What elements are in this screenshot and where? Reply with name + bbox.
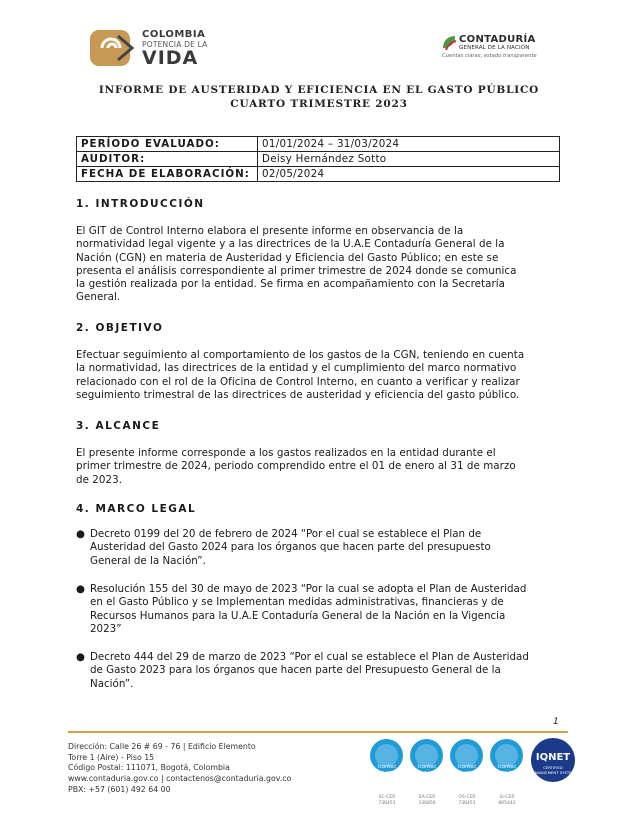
footer-divider [68, 731, 568, 733]
table-value: Deisy Hernández Sotto [258, 152, 560, 167]
list-line: Nación”. [90, 677, 134, 690]
table-label: PERÍODO EVALUADO: [77, 137, 258, 152]
table-label: FECHA DE ELABORACIÓN: [77, 167, 258, 182]
table-label: AUDITOR: [77, 152, 258, 167]
badge-std: ISO/IEC 27001 [489, 771, 525, 777]
section-heading-objetivo: 2. OBJETIVO [76, 322, 164, 334]
table-row [77, 152, 560, 167]
footer-address [68, 742, 291, 796]
list-line: de Gasto 2023 para los órganos que hacen parte del Presupuesto General de la [90, 664, 501, 677]
logo-text-general: GENERAL DE LA NACIÓN [459, 45, 530, 51]
badge-code: OS-CER 736451 [458, 795, 476, 806]
info-table [76, 136, 560, 182]
paragraph-line: El GIT de Control Interno elabora el presente informe en observancia de la [76, 225, 464, 237]
paragraph-line: Efectuar seguimiento al comportamiento de los gastos de la CGN, teniendo en cuenta [76, 349, 525, 361]
paragraph-line: El presente informe corresponde a los gastos realizados en la entidad durante el [76, 447, 496, 459]
section-heading-marco-legal: 4. MARCO LEGAL [76, 503, 197, 515]
paragraph-line: Nación (CGN) en materia de Austeridad y Eficiencia del Gasto Público; en este se [76, 251, 499, 264]
list-line: en el Gasto Público y se Implementan medidas administrativas, financieras y de [90, 596, 504, 609]
badge-code: SA-CER 336856 [418, 795, 436, 806]
list-line: Decreto 444 del 29 de marzo de 2023 “Por el cual se establece el Plan de Austeridad [90, 651, 529, 663]
section-heading-alcance: 3. ALCANCE [76, 420, 161, 432]
paragraph-line: General. [76, 291, 121, 304]
badge-brand: icontec [497, 764, 517, 770]
page-number: 1 [553, 717, 559, 727]
paragraph-line: la normatividad, las directrices de la entidad y el cumplimiento del marco normativo [76, 362, 517, 375]
paragraph-line: seguimiento trimestral de las directrices de austeridad y eficiencia del gasto público. [76, 388, 520, 401]
list-line: 2023” [90, 622, 122, 635]
list-line: Recursos Humanos para la U.A.E Contaduría General de la Nación en la Vigencia [90, 609, 506, 622]
footer-line: Torre 1 (Aire) - Piso 15 [68, 752, 155, 762]
paragraph-line: primer trimestre de 2024, periodo comprendido entre el 01 de enero al 31 de marzo [76, 460, 516, 473]
table-value: 02/05/2024 [258, 167, 560, 182]
logo-text-contaduria: CONTADURÍA [459, 34, 536, 45]
footer-link-line[interactable]: www.contaduria.gov.co | contactenos@contaduria.gov.co [68, 774, 292, 784]
paragraph-line: de 2023. [76, 473, 123, 486]
colombia-logo-icon [88, 28, 140, 68]
section-heading-introduccion: 1. INTRODUCCIÓN [76, 198, 205, 210]
badge-std: ISO 14001 [413, 771, 441, 777]
logo-text-slogan: Cuentas claras, estado transparente [442, 53, 537, 59]
document-subtitle: CUARTO TRIMESTRE 2023 [230, 98, 408, 110]
list-line: Austeridad del Gasto 2024 para los órganos que hacen parte del presupuesto [90, 541, 491, 554]
table-row [77, 137, 560, 152]
alcance-paragraph [76, 447, 560, 487]
table-row [77, 167, 560, 182]
badge-brand: icontec [377, 764, 397, 770]
badge-brand: icontec [417, 764, 437, 770]
iqnet-sub: CERTIFIED MANAGEMENT SYSTEM [531, 765, 575, 775]
iqnet-badge-icon [531, 738, 575, 782]
iqnet-name: IQNET [535, 752, 571, 763]
contaduria-leaf-icon [440, 34, 458, 52]
footer-line: Dirección: Calle 26 # 69 - 76 | Edificio Elemento [68, 742, 256, 751]
list-line: Decreto 0199 del 20 de febrero de 2024 “Por el cual se establece el Plan de [90, 528, 482, 540]
logo-text-potencia: POTENCIA DE LA [142, 40, 208, 49]
bullet-icon: ● [76, 528, 85, 540]
badge-code: SI-CER 865442 [498, 795, 516, 806]
list-line: General de la Nación”. [90, 554, 206, 567]
footer-line: Código Postal: 111071, Bogotá, Colombia [68, 763, 230, 773]
badge-code: SC-CER 736451 [378, 795, 396, 806]
paragraph-line: presenta el análisis correspondiente al primer trimestre de 2024 donde se comunica [76, 264, 517, 277]
colombia-potencia-logo [88, 28, 218, 68]
objetivo-paragraph [76, 349, 560, 402]
bullet-icon: ● [76, 583, 85, 595]
bullet-icon: ● [76, 651, 85, 663]
logo-text-colombia: COLOMBIA [142, 29, 206, 40]
contaduria-logo [440, 34, 560, 64]
document-title: INFORME DE AUSTERIDAD Y EFICIENCIA EN EL GASTO PÚBLICO [98, 84, 540, 96]
list-line: Resolución 155 del 30 de mayo de 2023 “Por la cual se adopta el Plan de Austeridad [90, 583, 527, 595]
paragraph-line: relacionado con el rol de la Oficina de Control Interno, en cuanto a verificar y realizar [76, 375, 520, 388]
badge-std: ISO 45001 [453, 771, 481, 777]
table-value: 01/01/2024 – 31/03/2024 [258, 137, 560, 152]
paragraph-line: normatividad legal vigente y a las directrices de la U.A.E Contaduría General de la [76, 238, 505, 251]
badge-std: ISO 9001 [375, 771, 399, 777]
badge-brand: icontec [457, 764, 477, 770]
paragraph-line: la gestión realizada por la entidad. Se firma en acompañamiento con la Secretaría [76, 278, 506, 291]
logo-text-vida: VIDA [142, 47, 199, 69]
footer-line: PBX: +57 (601) 492 64 00 [68, 784, 171, 794]
intro-paragraph [76, 225, 560, 305]
